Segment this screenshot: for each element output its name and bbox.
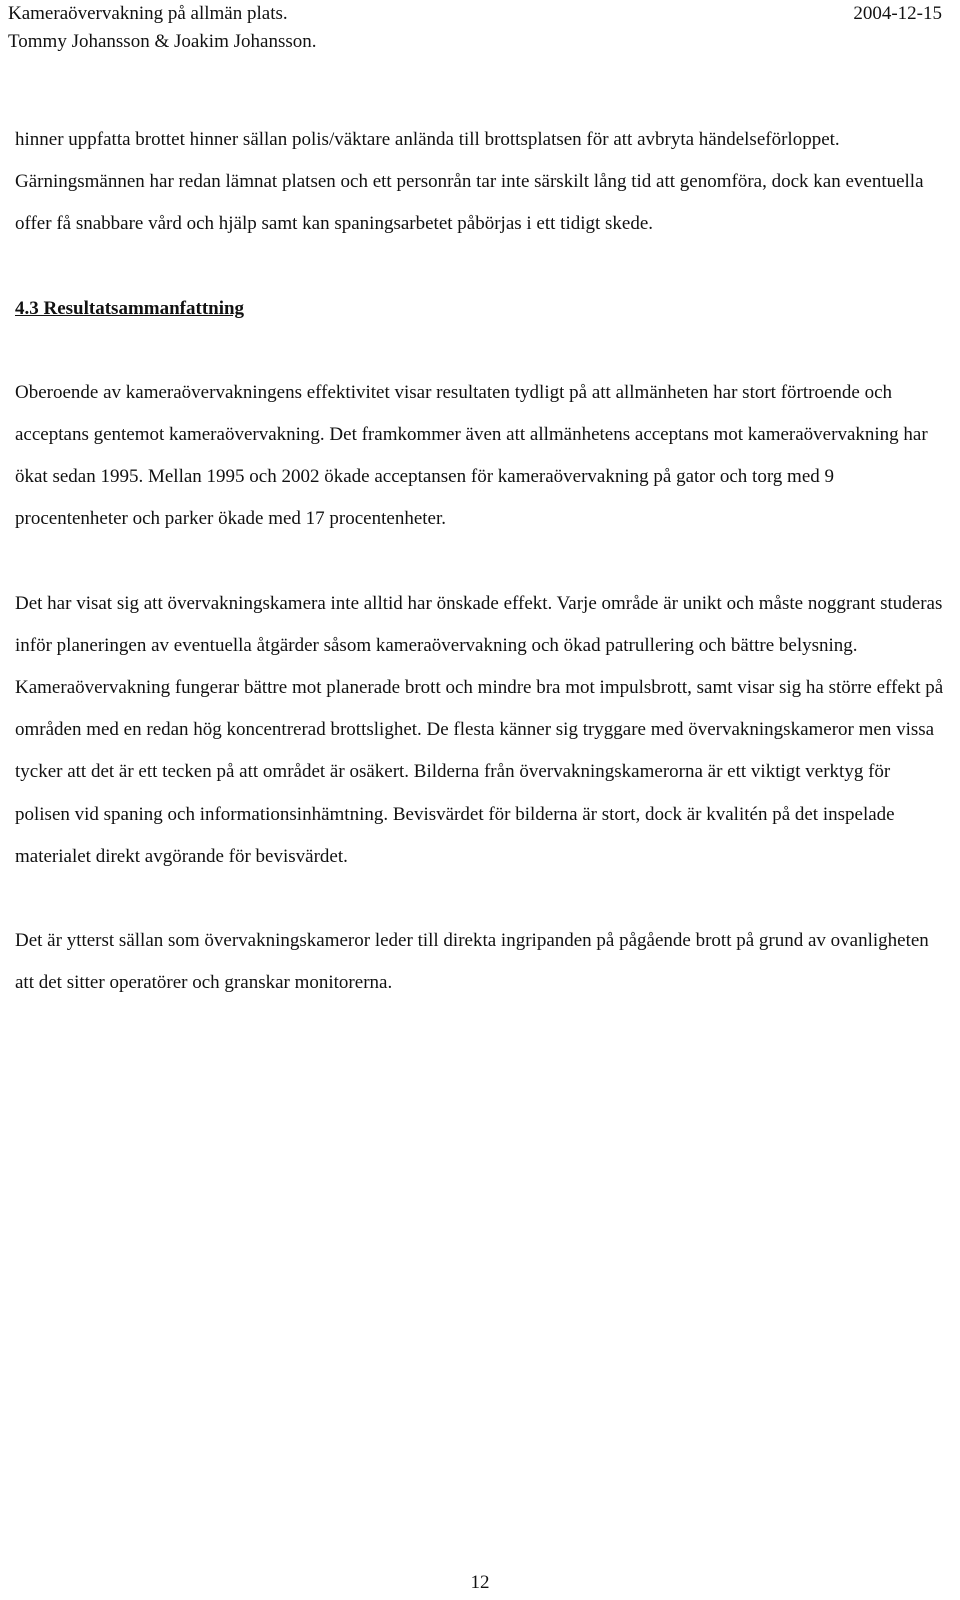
document-authors: Tommy Johansson & Joakim Johansson. bbox=[8, 31, 317, 52]
section-heading: 4.3 Resultatsammanfattning bbox=[15, 297, 245, 319]
document-title: Kameraövervakning på allmän plats. bbox=[8, 3, 288, 24]
header-top-row bbox=[8, 0, 942, 28]
page-number: 12 bbox=[470, 1572, 490, 1593]
intro-paragraph: hinner uppfatta brottet hinner sällan polis/väktare anlända till brottsplatsen för att avbryta händelseförloppet. Gärningsmännen har redan lämnat platsen och ett personrån tar inte särskilt lång tid att genomföra, dock kan eventuella offer få snabbare vård och hjälp samt kan spaningsarbetet påbörjas i ett tidigt skede. bbox=[15, 129, 924, 235]
page-header bbox=[8, 0, 942, 56]
body-paragraph: Det har visat sig att övervakningskamera inte alltid har önskade effekt. Varje område är unikt och måste noggrant studeras inför planeringen av eventuella åtgärder såsom kameraövervakning och ökad patrullering och bättre belysning. Kameraövervakning fungerar bättre mot planerade brott och mindre bra mot impulsbrott, samt visar sig ha större effekt på områden med en redan hög koncentrerad brottslighet. De flesta känner sig tryggare med övervakningskameror men vissa tycker att det är ett tecken på att området är osäkert. Bilderna från övervakningskamerorna är ett viktigt verktyg för polisen vid spaning och informationsinhämtning. Bevisvärdet för bilderna är stort, dock är kvalitén på det inspelade materialet direkt avgörande för bevisvärdet. bbox=[15, 592, 944, 867]
body-paragraph: Oberoende av kameraövervakningens effektivitet visar resultaten tydligt på att allmänheten har stort förtroende och acceptans gentemot kameraövervakning. Det framkommer även att allmänhetens acceptans mot kameraövervakning har ökat sedan 1995. Mellan 1995 och 2002 ökade acceptansen för kameraövervakning på gator och torg med 9 procentenheter och parker ökade med 17 procentenheter. bbox=[15, 381, 928, 530]
header-authors-row bbox=[8, 28, 942, 56]
body-paragraph: Det är ytterst sällan som övervakningskameror leder till direkta ingripanden på pågående brott på grund av ovanligheten att det sitter operatörer och granskar monitorerna. bbox=[15, 930, 929, 994]
document-date: 2004-12-15 bbox=[853, 3, 942, 24]
page-body bbox=[15, 119, 946, 1004]
